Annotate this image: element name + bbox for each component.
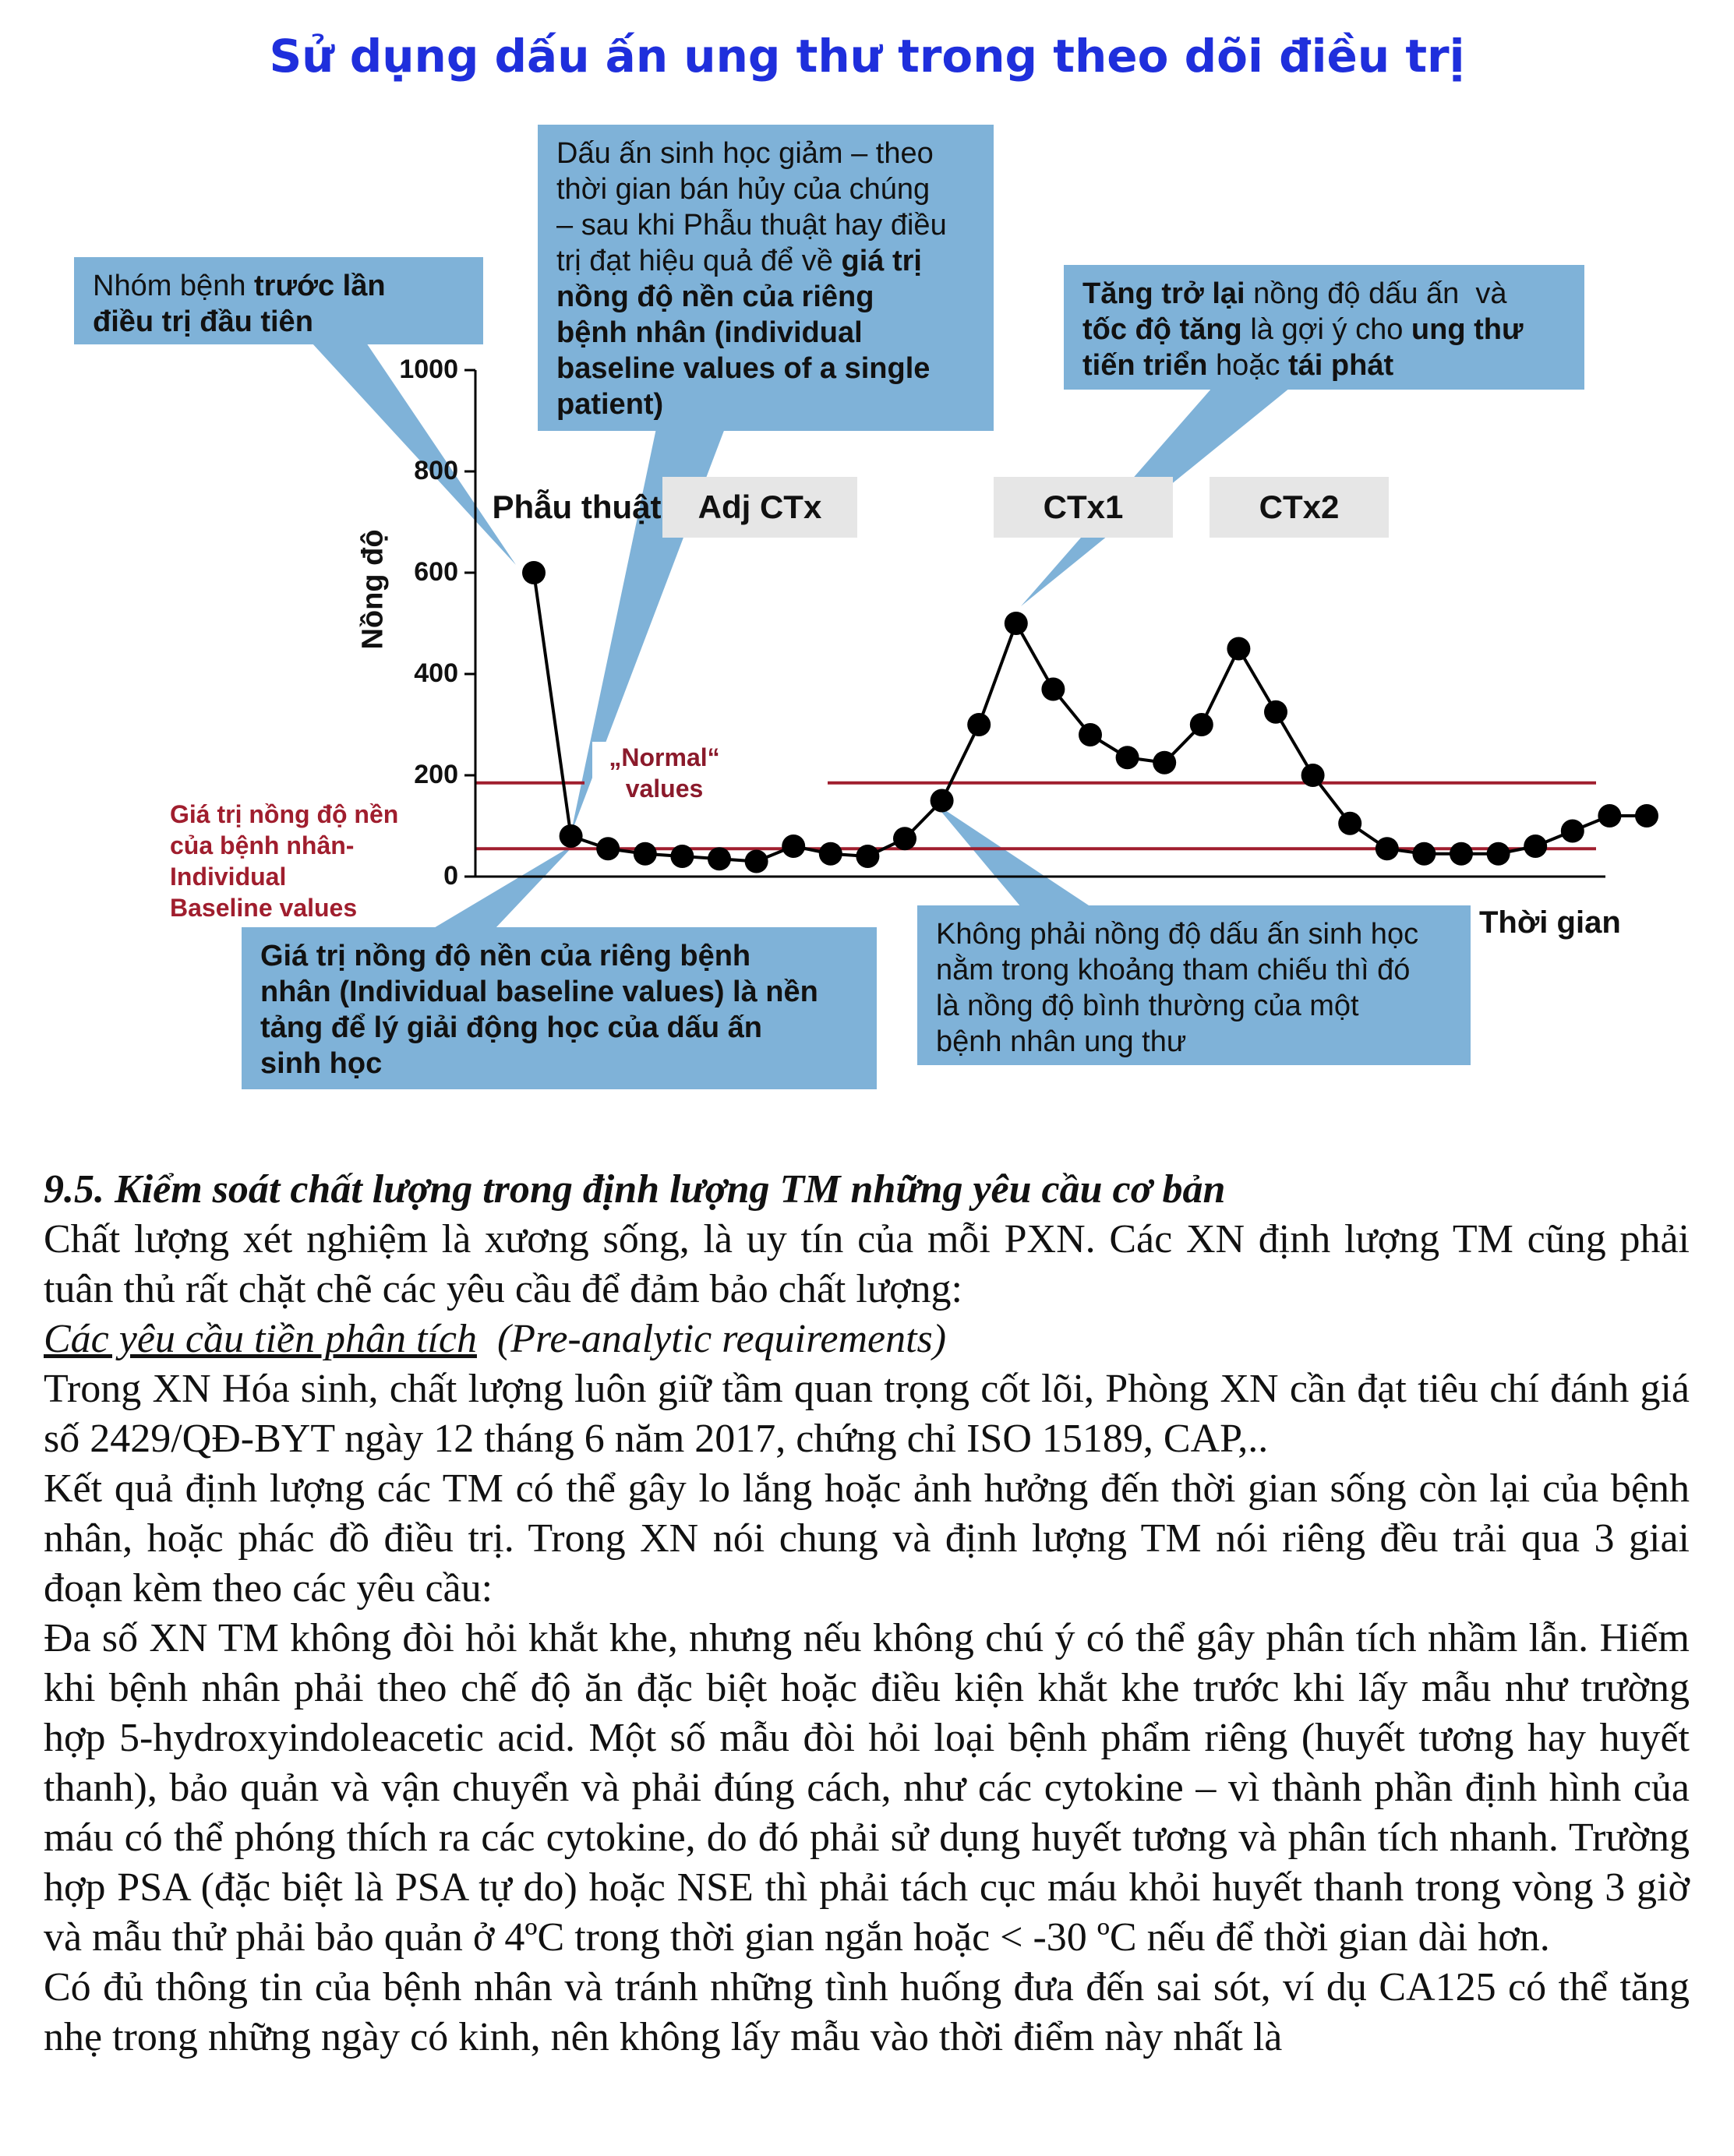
callout-text: Tăng trở lại bbox=[1082, 277, 1245, 310]
callout-line bbox=[260, 1010, 858, 1046]
callout-line bbox=[556, 136, 975, 171]
y-tick-label: 200 bbox=[414, 760, 458, 789]
baseline-label-line: Baseline values bbox=[170, 894, 358, 922]
callout-text: Dấu ấn sinh học giảm – theo bbox=[556, 137, 934, 170]
callout-line bbox=[93, 304, 464, 340]
data-point bbox=[1190, 713, 1213, 736]
data-point bbox=[1338, 812, 1361, 835]
callout-line bbox=[260, 938, 858, 974]
data-point bbox=[560, 824, 583, 848]
paragraph: Đa số XN TM không đòi hỏi khắt khe, nhưng nếu không chú ý có thể gây phân tích nhầm lẫn. Hiếm khi bệnh nhân phải theo chế độ ăn đặc biệt hoặc điều kiện khắt khe trước khi lấy mẫu như trường hợp 5-hydroxyindoleacetic acid. Một số mẫu đòi hỏi loại bệnh phẩm riêng (huyết tương hay huyết thanh), bảo quản và vận chuyển và phải đúng cách, như các cytokine – vì thành phần định hình của máu có thể phóng thích ra các cytokine, do đó phải sử dụng huyết tương và phân tích nhanh. Trường hợp PSA (đặc biệt là PSA tự do) hoặc NSE thì phải tách cục máu khỏi huyết thanh trong vòng 3 giờ và mẫu thử phải bảo quản ở 4ºC trong thời gian ngắn hoặc < -30 ºC nếu để thời gian dài hơn. bbox=[44, 1616, 1690, 1960]
callout-text: tốc độ tăng bbox=[1082, 313, 1242, 346]
data-point bbox=[1376, 837, 1399, 860]
callout-text: – sau khi Phẫu thuật hay điều bbox=[556, 209, 947, 242]
subheading-english: (Pre-analytic requirements) bbox=[476, 1317, 947, 1361]
callout-text: là nồng độ bình thường của một bbox=[936, 990, 1359, 1022]
data-point bbox=[856, 845, 879, 868]
paragraph: Trong XN Hóa sinh, chất lượng luôn giữ tầm quan trọng cốt lõi, Phòng XN cần đạt tiêu chí đánh giá số 2429/QĐ-BYT ngày 12 tháng 6 năm 2017, chứng chỉ ISO 15189, CAP,.. bbox=[44, 1367, 1690, 1461]
callout-line bbox=[556, 386, 975, 422]
callout-line bbox=[1082, 276, 1566, 312]
callout-text: sinh học bbox=[260, 1047, 383, 1080]
callout-text: thời gian bán hủy của chúng bbox=[556, 173, 931, 206]
series-line bbox=[534, 573, 1647, 862]
callout-baseline-basis bbox=[242, 927, 877, 1089]
data-point bbox=[708, 847, 731, 870]
callout-line bbox=[556, 171, 975, 207]
callout-line bbox=[936, 952, 1452, 988]
callout-line bbox=[556, 279, 975, 315]
callout-text: nồng độ nền của riêng bbox=[556, 281, 874, 313]
section-heading: 9.5. Kiểm soát chất lượng trong định lượng TM những yêu cầu cơ bản bbox=[44, 1167, 1226, 1212]
data-point bbox=[1079, 723, 1102, 746]
callout-text: nồng độ dấu ấn và bbox=[1245, 277, 1507, 310]
callout-line bbox=[260, 1046, 858, 1082]
data-point bbox=[1153, 751, 1176, 775]
callout-text: patient) bbox=[556, 388, 664, 421]
paragraph: Có đủ thông tin của bệnh nhân và tránh những tình huống đưa đến sai sót, ví dụ CA125 có thể tăng nhẹ trong những ngày có kinh, nên không lấy mẫu vào thời điểm này nhất là bbox=[44, 1965, 1690, 2059]
data-series bbox=[522, 561, 1658, 873]
callout-text: trước lần bbox=[254, 270, 386, 302]
data-point bbox=[596, 837, 620, 860]
subheading-underlined: Các yêu cầu tiền phân tích bbox=[44, 1317, 477, 1361]
data-point bbox=[1412, 842, 1436, 866]
callout-text: baseline values of a single bbox=[556, 352, 931, 385]
data-point bbox=[634, 842, 657, 866]
normal-label-line: „Normal“ bbox=[609, 743, 720, 771]
data-point bbox=[893, 827, 916, 850]
callout-line bbox=[936, 916, 1452, 952]
callout-text: điều trị đầu tiên bbox=[93, 305, 313, 338]
document-body bbox=[44, 1165, 1690, 2062]
baseline-label-line: Individual bbox=[170, 863, 287, 891]
data-point bbox=[819, 842, 842, 866]
normal-values-label bbox=[592, 742, 736, 804]
data-point bbox=[967, 713, 991, 736]
callout-marker-decrease bbox=[538, 125, 994, 431]
normal-label-line: values bbox=[625, 775, 704, 803]
data-point bbox=[1561, 820, 1584, 843]
paragraph: Chất lượng xét nghiệm là xương sống, là uy tín của mỗi PXN. Các XN định lượng TM cũng phải tuân thủ rất chặt chẽ các yêu cầu để đảm bảo chất lượng: bbox=[44, 1217, 1690, 1311]
data-point bbox=[1264, 700, 1287, 724]
pointer-not-normal bbox=[934, 803, 1091, 907]
callout-text: ung thư bbox=[1411, 313, 1524, 346]
baseline-label-line: Giá trị nồng độ nền bbox=[170, 800, 399, 828]
callout-before-first-treatment bbox=[74, 257, 483, 344]
callout-text: nằm trong khoảng tham chiếu thì đó bbox=[936, 954, 1411, 986]
baseline-label-line: của bệnh nhân- bbox=[170, 831, 355, 859]
callout-line bbox=[556, 315, 975, 351]
callout-text: tái phát bbox=[1288, 349, 1394, 382]
data-point bbox=[1487, 842, 1510, 866]
callout-text: là gợi ý cho bbox=[1241, 313, 1411, 346]
data-point bbox=[1227, 637, 1250, 661]
phase-ctx1: CTx1 bbox=[994, 477, 1173, 538]
data-point bbox=[1598, 804, 1621, 827]
figure-title: Sử dụng dấu ấn ung thư trong theo dõi điều trị bbox=[269, 30, 1465, 83]
y-axis-label: Nồng độ bbox=[356, 529, 390, 650]
data-point bbox=[931, 789, 954, 813]
data-point bbox=[1450, 842, 1473, 866]
callout-line bbox=[936, 988, 1452, 1024]
callout-line bbox=[1082, 348, 1566, 383]
individual-baseline-label bbox=[170, 799, 398, 923]
callout-text: trị đạt hiệu quả để về bbox=[556, 245, 842, 277]
callout-line bbox=[556, 207, 975, 243]
data-point bbox=[1005, 612, 1028, 635]
callout-text: nhân (Individual baseline values) là nền bbox=[260, 976, 818, 1008]
y-tick-label: 800 bbox=[414, 456, 458, 485]
callout-line bbox=[556, 351, 975, 386]
callout-relapse bbox=[1064, 265, 1584, 390]
y-tick-label: 400 bbox=[414, 658, 458, 688]
callout-text: giá trị bbox=[841, 245, 922, 277]
data-point bbox=[1041, 678, 1065, 701]
callout-text: Giá trị nồng độ nền của riêng bệnh bbox=[260, 940, 751, 972]
data-point bbox=[670, 845, 694, 868]
y-tick-label: 1000 bbox=[399, 355, 458, 384]
phase-ctx2: CTx2 bbox=[1210, 477, 1389, 538]
data-point bbox=[782, 835, 805, 858]
callout-text: bệnh nhân (individual bbox=[556, 316, 863, 349]
callout-text: Không phải nồng độ dấu ấn sinh học bbox=[936, 918, 1419, 951]
data-point bbox=[1301, 764, 1325, 787]
y-tick-label: 0 bbox=[443, 861, 458, 891]
callout-line bbox=[556, 243, 975, 279]
callout-text: bệnh nhân ung thư bbox=[936, 1025, 1187, 1058]
data-point bbox=[1524, 835, 1547, 858]
callout-line bbox=[936, 1024, 1452, 1060]
y-tick-label: 600 bbox=[414, 557, 458, 587]
callout-text: tảng để lý giải động học của dấu ấn bbox=[260, 1011, 762, 1044]
paragraph: Kết quả định lượng các TM có thể gây lo lắng hoặc ảnh hưởng đến thời gian sống còn lại của bệnh nhân, hoặc phác đồ điều trị. Trong XN nói chung và định lượng TM nói riêng đều trải qua 3 giai đoạn kèm theo các yêu cầu: bbox=[44, 1466, 1690, 1611]
callout-line bbox=[260, 974, 858, 1010]
phase-adj-ctx: Adj CTx bbox=[662, 477, 857, 538]
subheading bbox=[44, 1314, 1690, 1364]
phase-surgery: Phẫu thuật bbox=[492, 489, 662, 525]
data-point bbox=[745, 850, 768, 873]
data-point bbox=[522, 561, 546, 584]
callout-text: Nhóm bệnh bbox=[93, 270, 255, 302]
callout-text: tiến triển bbox=[1082, 349, 1208, 382]
callout-text: hoặc bbox=[1207, 349, 1288, 382]
callout-not-normal bbox=[917, 905, 1471, 1065]
callout-line bbox=[93, 268, 464, 304]
data-point bbox=[1635, 804, 1658, 827]
callout-line bbox=[1082, 312, 1566, 348]
x-axis-label: Thời gian bbox=[1479, 905, 1621, 940]
data-point bbox=[1116, 746, 1139, 769]
